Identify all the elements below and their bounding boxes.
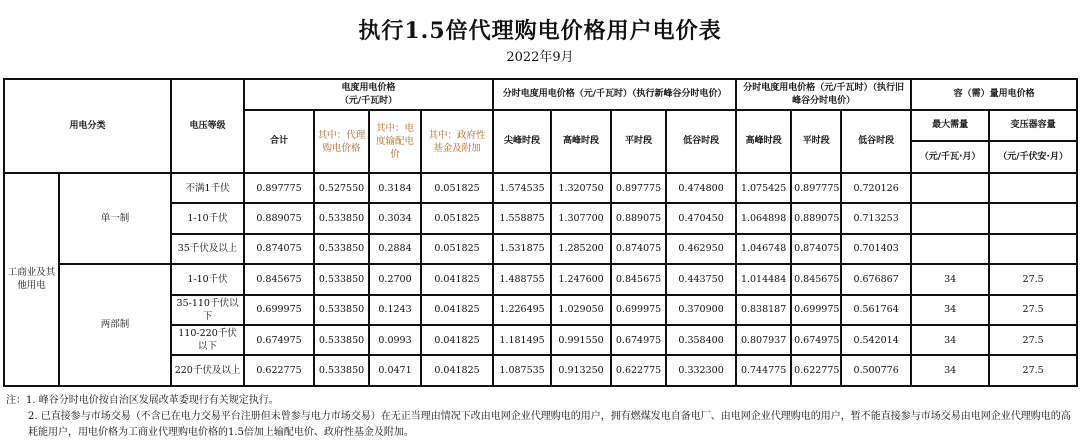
price-cell: 0.041825 bbox=[421, 325, 493, 355]
price-cell: 0.674975 bbox=[244, 325, 314, 355]
price-cell: 1.075425 bbox=[736, 173, 791, 203]
tariff-type-cell: 单一制 bbox=[59, 173, 171, 264]
header-tou-new: 分时电度用电价格（元/千瓦时）（执行新峰谷分时电价） bbox=[493, 79, 736, 110]
price-cell: 34 bbox=[911, 264, 989, 294]
price-cell: 0.845675 bbox=[244, 264, 314, 294]
price-cell bbox=[911, 173, 989, 203]
price-cell: 0.527550 bbox=[314, 173, 369, 203]
header-category: 用电分类 bbox=[4, 79, 171, 173]
price-cell: 0.889075 bbox=[791, 203, 841, 233]
price-cell: 0.713253 bbox=[841, 203, 911, 233]
price-cell: 0.701403 bbox=[841, 234, 911, 264]
price-cell: 0.889075 bbox=[244, 203, 314, 233]
header-transformer: 变压器容量 bbox=[989, 110, 1077, 141]
price-cell: 0.533850 bbox=[314, 234, 369, 264]
price-cell: 34 bbox=[911, 295, 989, 325]
price-cell: 0.1243 bbox=[369, 295, 421, 325]
price-cell: 1.574535 bbox=[493, 173, 551, 203]
voltage-cell: 110-220千伏以下 bbox=[171, 325, 244, 355]
table-row bbox=[4, 264, 1077, 294]
header-transformer-unit: （元/千伏安·月） bbox=[989, 141, 1077, 173]
price-cell: 0.561764 bbox=[841, 295, 911, 325]
price-cell: 0.358400 bbox=[666, 325, 736, 355]
price-cell: 27.5 bbox=[989, 295, 1077, 325]
price-cell: 0.676867 bbox=[841, 264, 911, 294]
header-transmission-price: 其中：电度输配电价 bbox=[369, 110, 421, 173]
header-old-valley: 低谷时段 bbox=[841, 110, 911, 173]
price-cell: 0.051825 bbox=[421, 173, 493, 203]
price-cell bbox=[911, 203, 989, 233]
price-cell: 27.5 bbox=[989, 325, 1077, 355]
price-cell: 1.247600 bbox=[551, 264, 611, 294]
price-cell: 0.991550 bbox=[551, 325, 611, 355]
price-cell: 0.845675 bbox=[611, 264, 666, 294]
header-flat: 平时段 bbox=[611, 110, 666, 173]
price-cell: 0.699975 bbox=[791, 295, 841, 325]
price-cell: 0.542014 bbox=[841, 325, 911, 355]
header-voltage: 电压等级 bbox=[171, 79, 244, 173]
price-cell: 0.0471 bbox=[369, 355, 421, 385]
price-cell: 0.699975 bbox=[611, 295, 666, 325]
price-cell: 0.3184 bbox=[369, 173, 421, 203]
price-cell: 1.181495 bbox=[493, 325, 551, 355]
price-cell: 0.845675 bbox=[791, 264, 841, 294]
price-cell bbox=[989, 173, 1077, 203]
price-cell: 0.533850 bbox=[314, 203, 369, 233]
price-cell: 0.0993 bbox=[369, 325, 421, 355]
header-valley: 低谷时段 bbox=[666, 110, 736, 173]
price-cell: 1.014484 bbox=[736, 264, 791, 294]
price-cell: 0.332300 bbox=[666, 355, 736, 385]
price-cell: 0.051825 bbox=[421, 234, 493, 264]
price-table bbox=[3, 78, 1078, 387]
price-cell: 0.874075 bbox=[244, 234, 314, 264]
price-cell: 1.285200 bbox=[551, 234, 611, 264]
price-cell: 1.029050 bbox=[551, 295, 611, 325]
category-cell: 工商业及其他用电 bbox=[4, 173, 59, 386]
note-1: 注：1. 峰谷分时电价按自治区发展改革委现行有关规定执行。 bbox=[6, 395, 279, 406]
header-tou-old: 分时电度用电价格（元/千瓦时）（执行旧峰谷分时电价） bbox=[736, 79, 911, 110]
header-capacity: 容（需）量用电价格 bbox=[911, 79, 1077, 110]
price-cell: 0.474800 bbox=[666, 173, 736, 203]
header-max-demand-unit: （元/千瓦·月） bbox=[911, 141, 989, 173]
header-old-flat: 平时段 bbox=[791, 110, 841, 173]
voltage-cell: 1-10千伏 bbox=[171, 264, 244, 294]
price-cell: 0.533850 bbox=[314, 264, 369, 294]
price-cell: 0.897775 bbox=[791, 173, 841, 203]
price-cell: 0.874075 bbox=[611, 234, 666, 264]
price-cell: 0.720126 bbox=[841, 173, 911, 203]
price-cell: 0.2700 bbox=[369, 264, 421, 294]
price-cell: 0.874075 bbox=[791, 234, 841, 264]
page-title: 执行1.5倍代理购电价格用户电价表 bbox=[358, 18, 722, 44]
header-peak: 高峰时段 bbox=[551, 110, 611, 173]
price-cell: 1.307700 bbox=[551, 203, 611, 233]
price-cell: 34 bbox=[911, 325, 989, 355]
page-subtitle: 2022年9月 bbox=[506, 50, 574, 65]
price-cell: 0.533850 bbox=[314, 355, 369, 385]
header-old-peak: 高峰时段 bbox=[736, 110, 791, 173]
price-cell: 0.041825 bbox=[421, 264, 493, 294]
price-cell bbox=[989, 234, 1077, 264]
note-2: 2. 已直接参与市场交易（不含已在电力交易平台注册但未曾参与电力市场交易）在无正当理由情况下改由电网企业代理购电的用户，拥有燃煤发电自备电厂、由电网企业代理购电的用户，暂不能直接参与市场交易由电网企业代理购电的高耗能用户，用电价格为工商业代理购电价格的1.5倍加上输配电价、政府性基金及附加。 bbox=[28, 411, 1071, 438]
price-cell: 0.897775 bbox=[611, 173, 666, 203]
price-cell: 1.488755 bbox=[493, 264, 551, 294]
price-cell: 0.622775 bbox=[791, 355, 841, 385]
price-cell: 0.807937 bbox=[736, 325, 791, 355]
header-agent-price: 其中：代理购电价格 bbox=[314, 110, 369, 173]
price-cell bbox=[911, 234, 989, 264]
price-cell: 0.913250 bbox=[551, 355, 611, 385]
price-cell: 0.2884 bbox=[369, 234, 421, 264]
price-cell: 0.500776 bbox=[841, 355, 911, 385]
price-cell: 1.320750 bbox=[551, 173, 611, 203]
price-cell: 1.087535 bbox=[493, 355, 551, 385]
voltage-cell: 35千伏及以上 bbox=[171, 234, 244, 264]
price-cell: 0.443750 bbox=[666, 264, 736, 294]
price-cell: 27.5 bbox=[989, 355, 1077, 385]
notes bbox=[6, 393, 1076, 441]
price-cell: 0.533850 bbox=[314, 295, 369, 325]
price-cell: 0.041825 bbox=[421, 295, 493, 325]
price-cell: 1.064898 bbox=[736, 203, 791, 233]
price-cell: 0.3034 bbox=[369, 203, 421, 233]
voltage-cell: 不满1千伏 bbox=[171, 173, 244, 203]
price-cell: 0.533850 bbox=[314, 325, 369, 355]
header-max-demand: 最大需量 bbox=[911, 110, 989, 141]
price-cell: 0.889075 bbox=[611, 203, 666, 233]
price-cell: 1.558875 bbox=[493, 203, 551, 233]
price-cell: 0.699975 bbox=[244, 295, 314, 325]
price-cell: 0.744775 bbox=[736, 355, 791, 385]
price-cell: 0.470450 bbox=[666, 203, 736, 233]
voltage-cell: 35-110千伏以下 bbox=[171, 295, 244, 325]
price-cell: 34 bbox=[911, 355, 989, 385]
price-cell: 0.674975 bbox=[791, 325, 841, 355]
price-cell: 0.462950 bbox=[666, 234, 736, 264]
price-cell: 1.531875 bbox=[493, 234, 551, 264]
voltage-cell: 220千伏及以上 bbox=[171, 355, 244, 385]
tariff-type-cell: 两部制 bbox=[59, 264, 171, 386]
price-cell: 27.5 bbox=[989, 264, 1077, 294]
price-cell bbox=[989, 203, 1077, 233]
price-cell: 0.051825 bbox=[421, 203, 493, 233]
price-cell: 0.622775 bbox=[611, 355, 666, 385]
header-total: 合计 bbox=[244, 110, 314, 173]
header-energy-price: 电度用电价格 （元/千瓦时） bbox=[244, 79, 493, 110]
price-cell: 1.226495 bbox=[493, 295, 551, 325]
price-cell: 0.897775 bbox=[244, 173, 314, 203]
price-cell: 0.622775 bbox=[244, 355, 314, 385]
voltage-cell: 1-10千伏 bbox=[171, 203, 244, 233]
header-fund: 其中：政府性基金及附加 bbox=[421, 110, 493, 173]
price-cell: 0.674975 bbox=[611, 325, 666, 355]
price-cell: 0.838187 bbox=[736, 295, 791, 325]
price-cell: 0.370900 bbox=[666, 295, 736, 325]
price-cell: 0.041825 bbox=[421, 355, 493, 385]
table-row bbox=[4, 173, 1077, 203]
header-sharp: 尖峰时段 bbox=[493, 110, 551, 173]
price-cell: 1.046748 bbox=[736, 234, 791, 264]
